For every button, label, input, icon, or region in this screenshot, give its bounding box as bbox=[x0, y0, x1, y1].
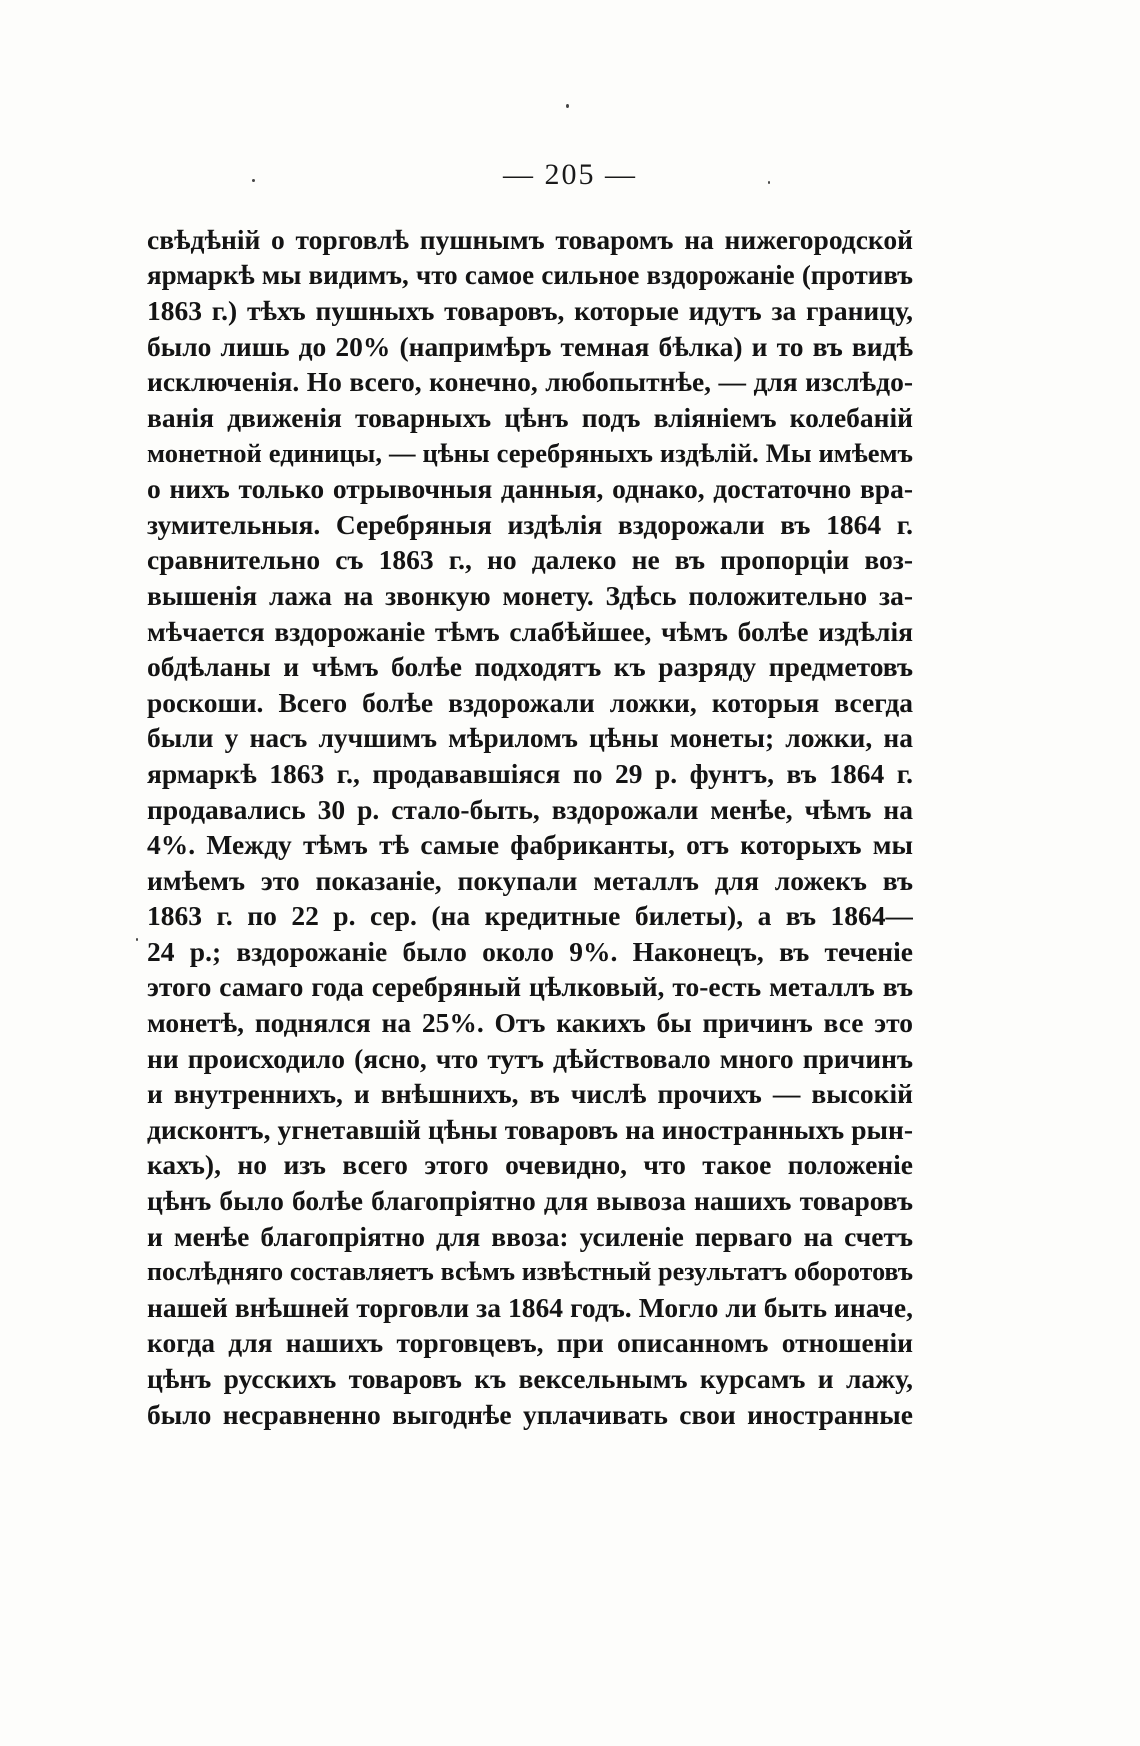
text-line: и внутреннихъ, и внѣшнихъ, въ числѣ прочихъ — высокій bbox=[147, 1078, 913, 1110]
page-number: — 205 — bbox=[503, 158, 637, 191]
text-line: сравнительно съ 1863 г., но далеко не въ пропорціи воз- bbox=[147, 544, 913, 576]
text-line: 1863 г.) тѣхъ пушныхъ товаровъ, которые идутъ за границу, bbox=[147, 295, 913, 327]
text-line: послѣдняго составляетъ всѣмъ извѣстный результатъ оборотовъ bbox=[147, 1257, 913, 1287]
text-line: зумительныя. Серебряныя издѣлія вздорожали въ 1864 г. bbox=[147, 508, 913, 540]
text-line: о нихъ только отрывочныя данныя, однако, достаточно вра- bbox=[147, 473, 913, 505]
text-line: и менѣе благопріятно для ввоза: усиленіе перваго на счетъ bbox=[147, 1220, 913, 1252]
text-line: монетѣ, поднялся на 25%. Отъ какихъ бы причинъ все это bbox=[147, 1007, 913, 1039]
text-line: цѣнъ было болѣе благопріятно для вывоза нашихъ товаровъ bbox=[147, 1185, 913, 1217]
text-line: когда для нашихъ торговцевъ, при описанномъ отношеніи bbox=[147, 1327, 913, 1359]
text-line: 1863 г. по 22 р. сер. (на кредитные билеты), а въ 1864— bbox=[147, 900, 913, 932]
ink-speck bbox=[136, 938, 138, 941]
text-line: 24 р.; вздорожаніе было около 9%. Наконецъ, въ теченіе bbox=[147, 935, 913, 967]
text-line: нашей внѣшней торговли за 1864 годъ. Могло ли быть иначе, bbox=[147, 1291, 913, 1323]
text-line: были у насъ лучшимъ мѣриломъ цѣны монеты; ложки, на bbox=[147, 722, 913, 754]
text-line: кахъ), но изъ всего этого очевидно, что такое положеніе bbox=[147, 1149, 913, 1181]
text-line: ни происходило (ясно, что тутъ дѣйствовало много причинъ bbox=[147, 1042, 913, 1074]
text-line: мѣчается вздорожаніе тѣмъ слабѣйшее, чѣмъ болѣе издѣлія bbox=[147, 615, 913, 647]
text-line: исключенія. Но всего, конечно, любопытнѣе, — для изслѣдо- bbox=[147, 366, 913, 398]
ink-speck bbox=[566, 104, 569, 108]
text-line: продавались 30 р. стало-быть, вздорожали менѣе, чѣмъ на bbox=[147, 793, 913, 825]
text-line: ярмаркѣ мы видимъ, что самое сильное вздорожаніе (противъ bbox=[147, 259, 913, 290]
text-line: монетной единицы, — цѣны серебряныхъ издѣлій. Мы имѣемъ bbox=[147, 437, 913, 468]
text-line: имѣемъ это показаніе, покупали металлъ для ложекъ въ bbox=[147, 864, 913, 896]
text-line: было несравненно выгоднѣе уплачивать свои иностранные bbox=[147, 1398, 913, 1430]
text-line: свѣдѣній о торговлѣ пушнымъ товаромъ на нижегородской bbox=[147, 224, 913, 255]
text-line: ярмаркѣ 1863 г., продававшіяся по 29 р. фунтъ, въ 1864 г. bbox=[147, 757, 913, 789]
text-line: ванія движенія товарныхъ цѣнъ подъ вліяніемъ колебаній bbox=[147, 401, 913, 433]
text-line: этого самаго года серебряный цѣлковый, то-есть металлъ въ bbox=[147, 971, 913, 1003]
text-line: цѣнъ русскихъ товаровъ къ вексельнымъ курсамъ и лажу, bbox=[147, 1363, 913, 1394]
text-line: дисконтъ, угнетавшій цѣны товаровъ на иностранныхъ рын- bbox=[147, 1113, 913, 1145]
text-line: было лишь до 20% (напримѣръ темная бѣлка) и то въ видѣ bbox=[147, 330, 913, 362]
text-line: вышенія лажа на звонкую монету. Здѣсь положительно за- bbox=[147, 579, 913, 611]
text-line: обдѣланы и чѣмъ болѣе подходятъ къ разряду предметовъ bbox=[147, 651, 913, 683]
text-line: 4%. Между тѣмъ тѣ самые фабриканты, отъ которыхъ мы bbox=[147, 829, 913, 861]
body-text bbox=[147, 222, 913, 1432]
text-line: роскоши. Всего болѣе вздорожали ложки, которыя всегда bbox=[147, 686, 913, 718]
